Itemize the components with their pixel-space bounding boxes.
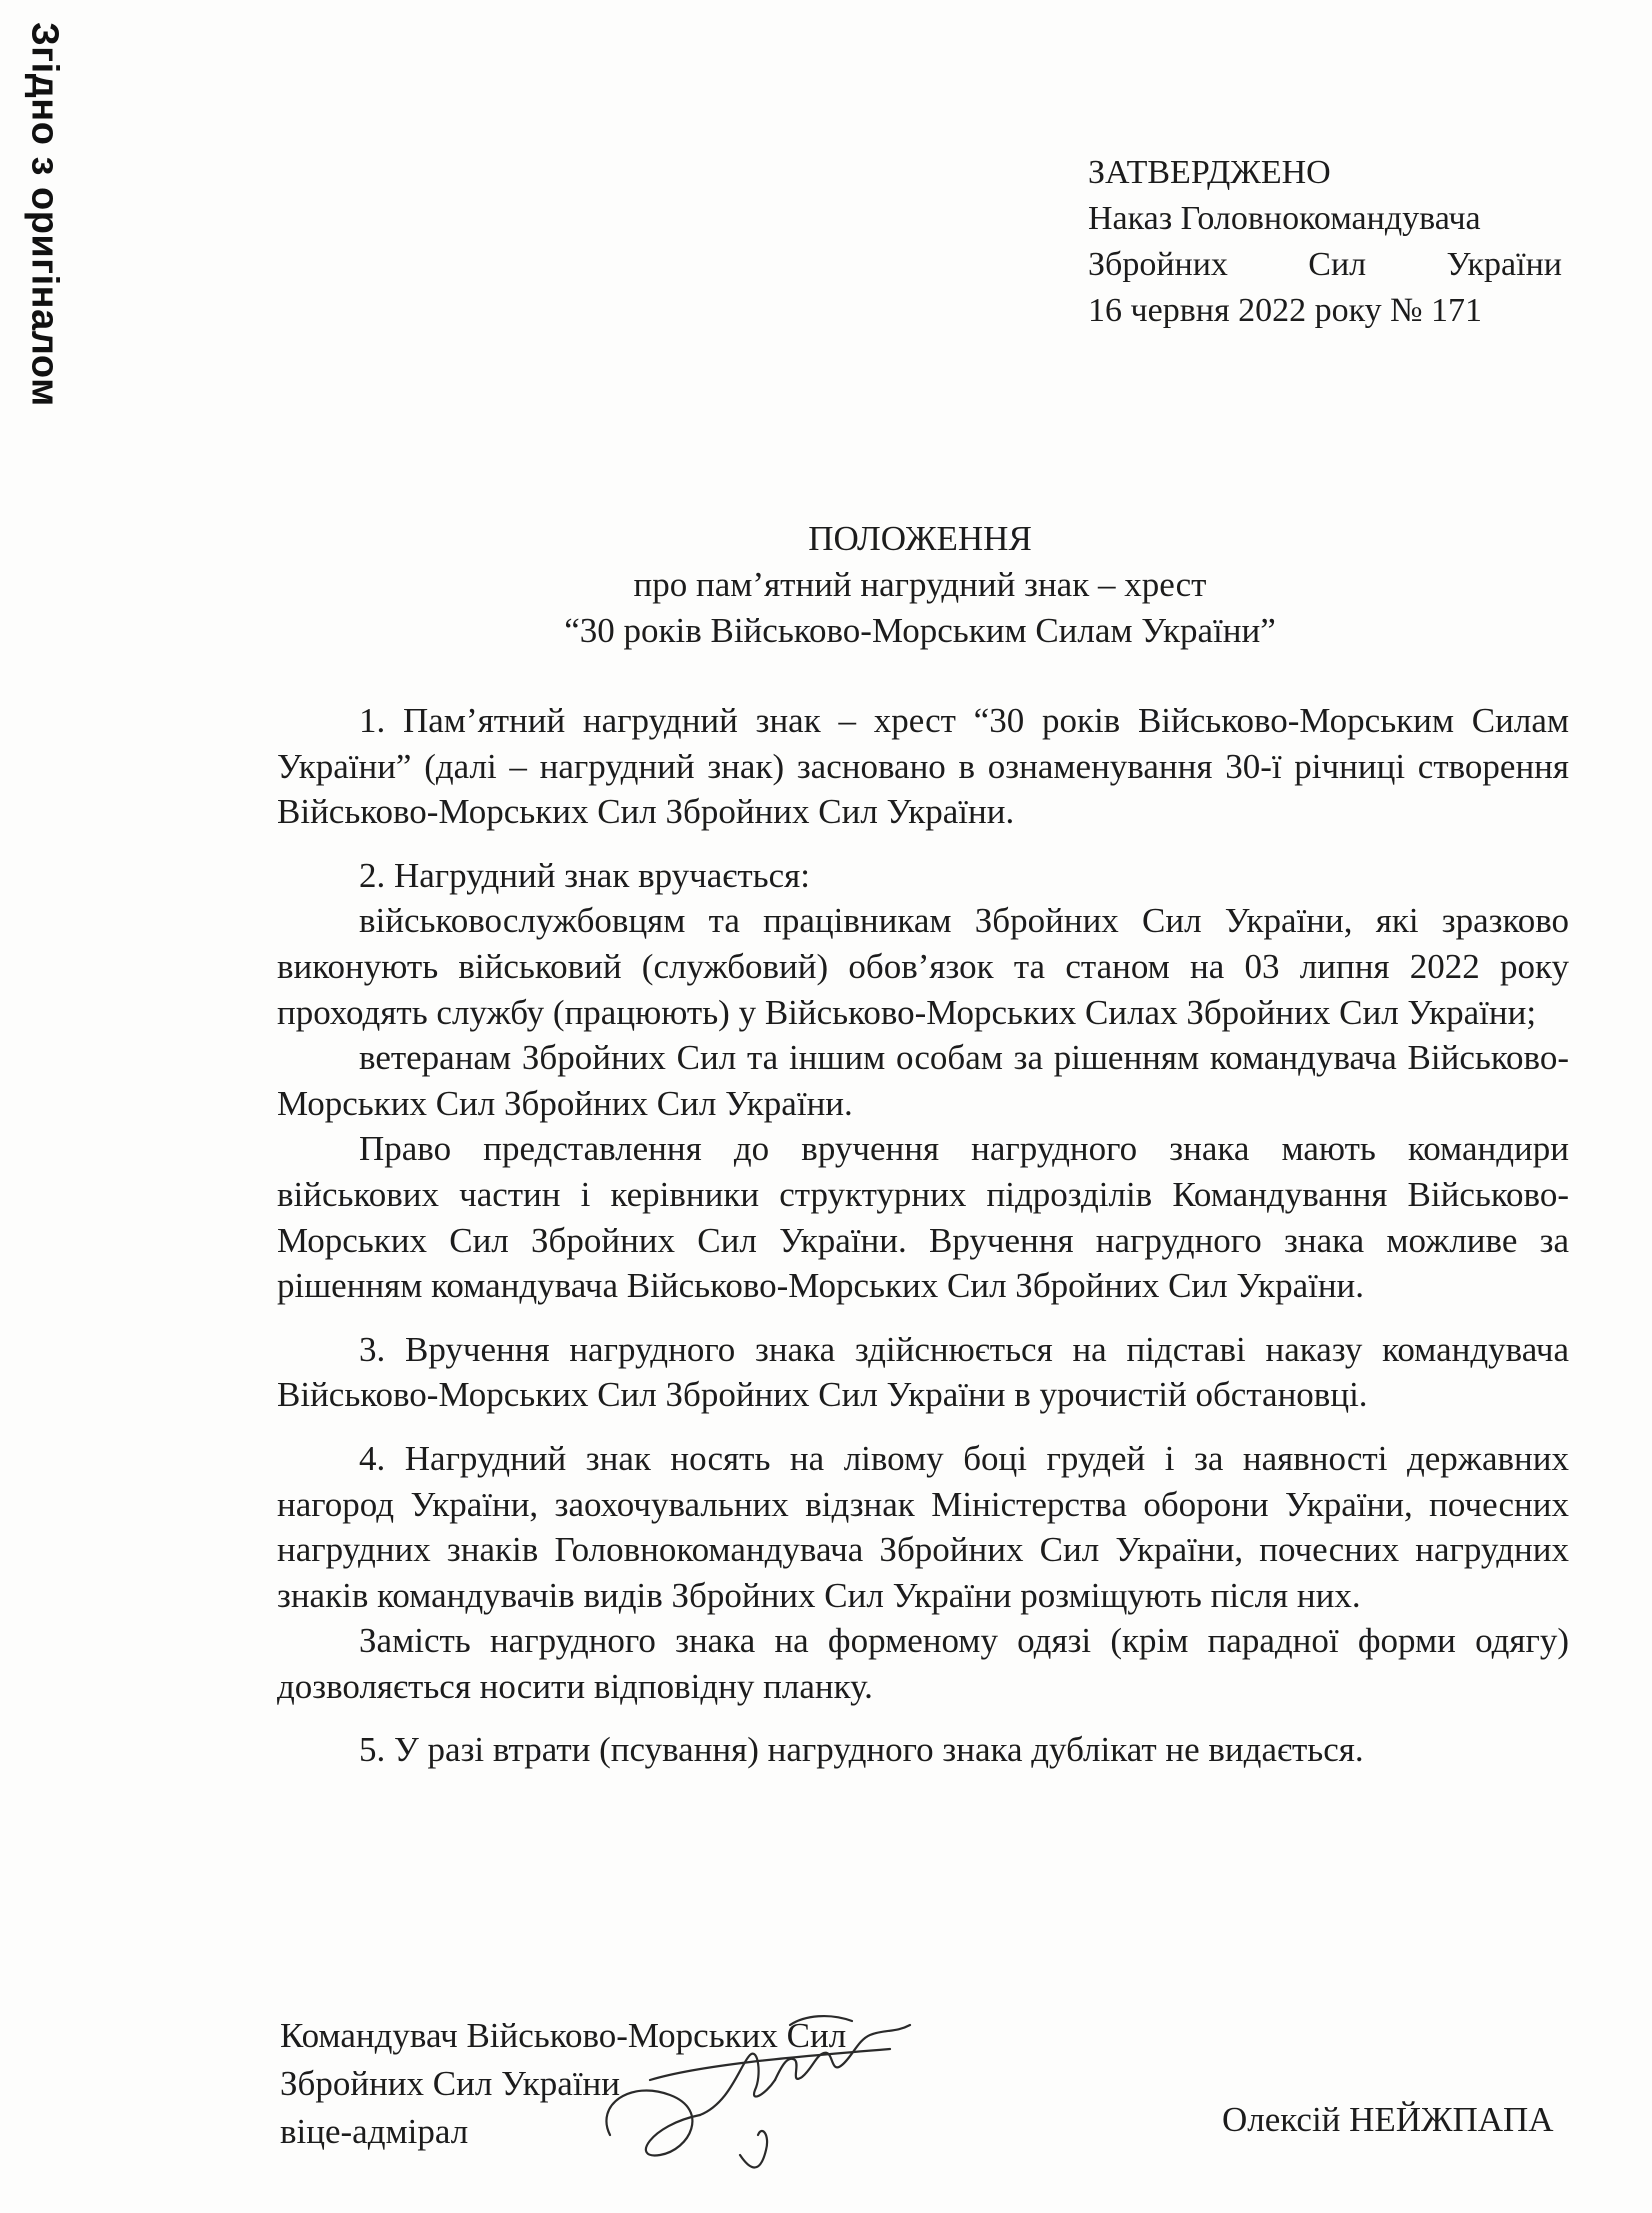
- certified-copy-stamp: [8, 22, 80, 452]
- paragraph-1: 1. Пам’ятний нагрудний знак – хрест “30 років Військово-Морським Силам України” (далі – нагрудний знак) засновано в ознаменування 30-ї річниці створення Військово-Морських Сил Збройних Сил України.: [277, 701, 1569, 832]
- paragraph-4: 4. Нагрудний знак носять на лівому боці грудей і за наявності державних нагород України, заохочувальних відзнак Міністерства оборони України, почесних нагрудних знаків Головнокомандувача Збройних Сил України, почесних нагрудних знаків командувачів видів Збройних Сил України розміщують після них.: [277, 1438, 1569, 1615]
- document-body: [277, 698, 1569, 1773]
- document-title: ПОЛОЖЕННЯ: [808, 519, 1032, 558]
- signatory-position-line2: Збройних Сил України: [280, 2064, 621, 2103]
- signatory-name: Олексій НЕЙЖПАПА: [1222, 2100, 1554, 2139]
- approval-word: Сил: [1308, 246, 1367, 283]
- document-subtitle: про пам’ятний нагрудний знак – хрест: [633, 565, 1207, 604]
- paragraph-3: 3. Вручення нагрудного знака здійснюється на підставі наказу командувача Військово-Морських Сил Збройних Сил України в урочистій обстановці.: [277, 1329, 1569, 1415]
- award-name: “30 років Військово-Морським Силам України”: [564, 611, 1276, 650]
- paragraph-5: 5. У разі втрати (псування) нагрудного знака дублікат не видається.: [359, 1730, 1364, 1770]
- paragraph-2-servicemen: військовослужбовцям та працівникам Збройних Сил України, які зразково виконують військовий (службовий) обов’язок та станом на 03 липня 2022 року проходять службу (працюють) у Військово-Морських Силах Збройних Сил України;: [277, 901, 1569, 1032]
- approval-title: ЗАТВЕРДЖЕНО: [1088, 154, 1331, 191]
- approval-word: Збройних: [1088, 246, 1228, 283]
- approval-line-forces: [1088, 242, 1562, 288]
- document-heading: [420, 516, 1420, 654]
- approval-line-order: Наказ Головнокомандувача: [1088, 200, 1481, 237]
- approval-block: [1088, 150, 1568, 334]
- approval-date-number: 16 червня 2022 року № 171: [1088, 292, 1483, 329]
- handwritten-signature: [590, 1985, 920, 2185]
- signatory-rank: віце-адмірал: [280, 2112, 469, 2151]
- certified-copy-stamp-text: Згідно з оригіналом: [23, 22, 66, 407]
- paragraph-4-ribbon: Замість нагрудного знака на форменому одязі (крім парадної форми одягу) дозволяється носити відповідну планку.: [277, 1621, 1569, 1706]
- approval-word: України: [1446, 246, 1562, 283]
- paragraph-2: 2. Нагрудний знак вручається:: [359, 855, 810, 895]
- paragraph-2-veterans: ветеранам Збройних Сил та іншим особам за рішенням командувача Військово-Морських Сил Збройних Сил України.: [277, 1038, 1569, 1123]
- paragraph-2-nomination: Право представлення до вручення нагрудного знака мають командири військових частин і керівники структурних підрозділів Командування Військово-Морських Сил Збройних Сил України. Вручення нагрудного знака можливе за рішенням командувача Військово-Морських Сил Збройних Сил України.: [277, 1129, 1569, 1306]
- signatory-position-line1: Командувач Військово-Морських Сил: [280, 2016, 847, 2055]
